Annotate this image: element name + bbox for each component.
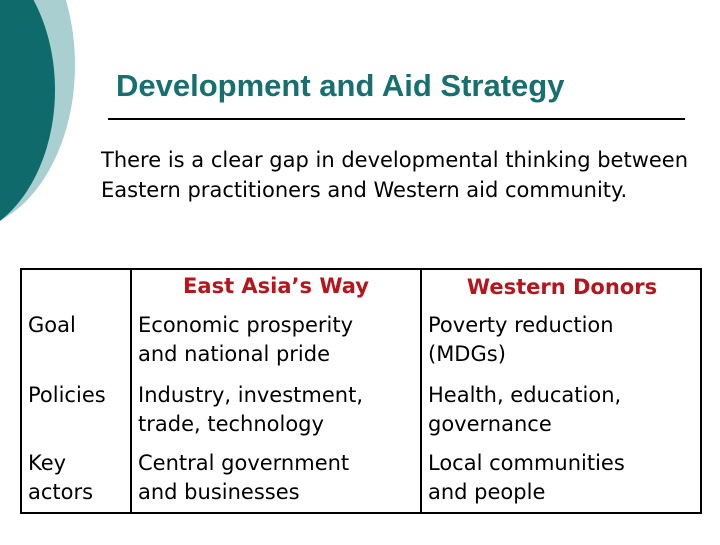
- cell-east-policies: Industry, investment, trade, technology: [138, 383, 363, 436]
- bullet-text: There is a clear gap in developmental thinking between Eastern practitioners and Western aid community.: [101, 148, 689, 202]
- decorative-edge: [0, 245, 20, 545]
- cell-west-key-actors: Local communities and people: [428, 451, 625, 504]
- table-border-top: [20, 268, 702, 270]
- table-divider-1: [130, 268, 132, 514]
- header-east-asia: East Asia’s Way: [183, 274, 369, 298]
- table-divider-2: [420, 268, 422, 514]
- comparison-table: [20, 268, 702, 513]
- header-western-donors: Western Donors: [466, 275, 658, 299]
- table-border-bottom: [20, 512, 702, 514]
- row-label-key-actors: Key actors: [28, 451, 94, 504]
- slide-title: Development and Aid Strategy: [116, 68, 565, 103]
- table-border-right: [700, 268, 702, 514]
- decorative-circle-dark: [0, 0, 55, 240]
- table-border-left: [20, 268, 22, 514]
- cell-east-goal: Economic prosperity and national pride: [138, 313, 354, 366]
- cell-east-key-actors: Central government and businesses: [138, 451, 350, 504]
- row-label-policies: Policies: [28, 383, 106, 407]
- cell-west-goal: Poverty reduction (MDGs): [428, 313, 614, 366]
- row-label-goal: Goal: [28, 313, 76, 337]
- title-underline: [108, 118, 685, 120]
- cell-west-policies: Health, education, governance: [428, 383, 622, 436]
